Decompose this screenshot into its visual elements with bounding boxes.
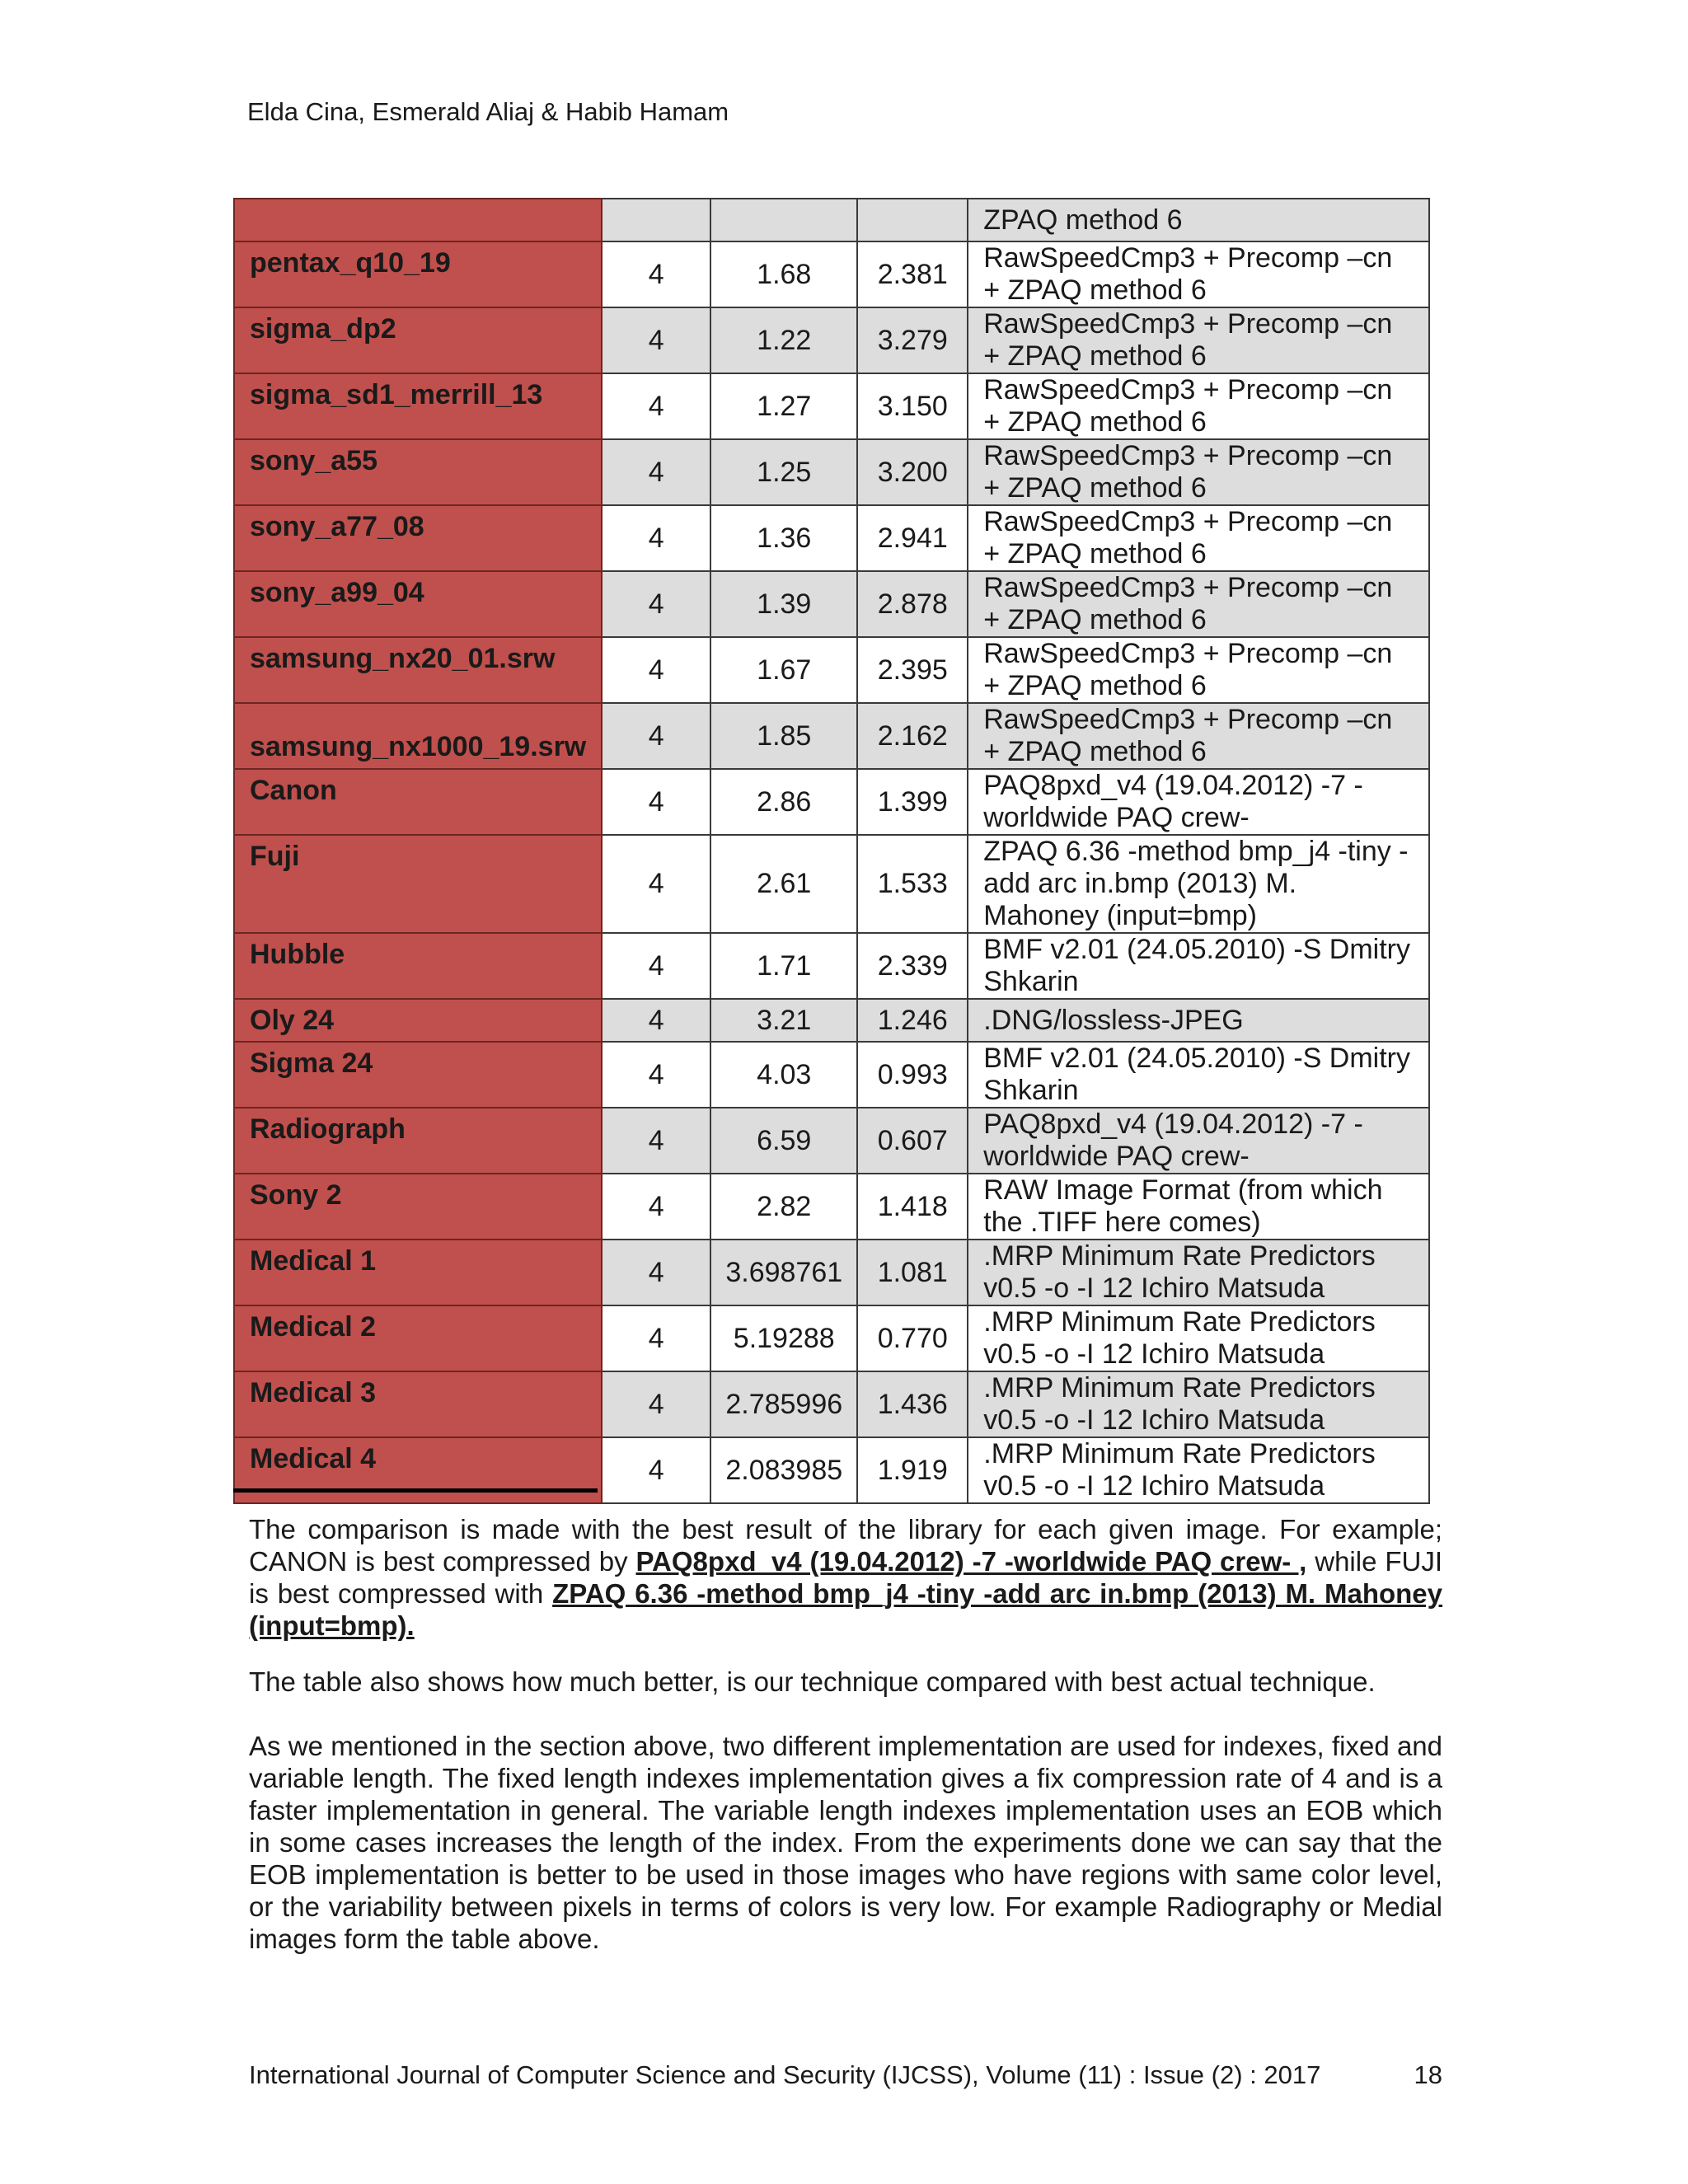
gain-cell: 3.279 — [857, 307, 968, 373]
method-cell: .MRP Minimum Rate Predictors v0.5 -o -I 12 Ichiro Matsuda — [968, 1305, 1429, 1371]
table-row — [234, 1305, 1429, 1371]
bpp-cell: 1.36 — [710, 505, 857, 571]
method-cell: RAW Image Format (from which the .TIFF here comes) — [968, 1174, 1429, 1240]
ratio-cell: 4 — [602, 373, 710, 439]
gain-cell: 2.339 — [857, 933, 968, 999]
paragraph-comparison — [249, 1513, 1442, 1642]
method-cell: RawSpeedCmp3 + Precomp –cn + ZPAQ method 6 — [968, 703, 1429, 769]
table-row — [234, 637, 1429, 703]
method-cell: .MRP Minimum Rate Predictors v0.5 -o -I 12 Ichiro Matsuda — [968, 1240, 1429, 1305]
table-row — [234, 241, 1429, 307]
bpp-cell: 1.71 — [710, 933, 857, 999]
table-row — [234, 373, 1429, 439]
paragraph-implementation: As we mentioned in the section above, two different implementation are used for indexes, fixed and variable length. The fixed length indexes implementation gives a fix compression rate of 4 and is a faster implementation in general. The variable length indexes implementation uses an EOB which in some cases increases the length of the index. From the experiments done we can say that the EOB implementation is better to be used in those images who have regions with same color level, or the variability between pixels in terms of colors is very low. For example Radiography or Medial images form the table above. — [249, 1731, 1442, 1954]
p1-canon-method: PAQ8pxd_v4 (19.04.2012) -7 -worldwide PAQ crew- , — [635, 1546, 1307, 1577]
bpp-cell: 3.698761 — [710, 1240, 857, 1305]
image-name-cell: Canon — [234, 769, 602, 835]
image-name-cell: sigma_sd1_merrill_13 — [234, 373, 602, 439]
table-bottom-rule — [233, 1488, 598, 1493]
gain-cell: 2.878 — [857, 571, 968, 637]
gain-cell: 1.399 — [857, 769, 968, 835]
ratio-cell: 4 — [602, 769, 710, 835]
page-number: 18 — [1414, 2060, 1442, 2089]
method-cell: PAQ8pxd_v4 (19.04.2012) -7 - worldwide PAQ crew- — [968, 769, 1429, 835]
results-table-body — [234, 199, 1429, 1503]
gain-cell: 2.381 — [857, 241, 968, 307]
bpp-cell: 1.39 — [710, 571, 857, 637]
p1-text-c: while FUJI is best compressed with — [249, 1546, 1442, 1609]
method-cell: RawSpeedCmp3 + Precomp –cn + ZPAQ method 6 — [968, 307, 1429, 373]
ratio-cell: 4 — [602, 1042, 710, 1108]
gain-cell: 0.607 — [857, 1108, 968, 1174]
bpp-cell: 5.19288 — [710, 1305, 857, 1371]
image-name-cell: samsung_nx1000_19.srw — [234, 703, 602, 769]
image-name-cell: Fuji — [234, 835, 602, 933]
image-name-cell: pentax_q10_19 — [234, 241, 602, 307]
page-footer — [249, 2060, 1442, 2090]
ratio-cell: 4 — [602, 1437, 710, 1503]
bpp-cell: 4.03 — [710, 1042, 857, 1108]
ratio-cell: 4 — [602, 307, 710, 373]
table-row — [234, 999, 1429, 1042]
gain-cell: 2.162 — [857, 703, 968, 769]
ratio-cell: 4 — [602, 1305, 710, 1371]
table-row — [234, 1437, 1429, 1503]
bpp-cell: 1.85 — [710, 703, 857, 769]
table-row — [234, 199, 1429, 241]
footer-journal: International Journal of Computer Science and Security (IJCSS), Volume (11) : Issue (2) : 2017 — [249, 2060, 1321, 2089]
method-cell: ZPAQ 6.36 -method bmp_j4 -tiny - add arc in.bmp (2013) M. Mahoney (input=bmp) — [968, 835, 1429, 933]
gain-cell: 3.200 — [857, 439, 968, 505]
running-header: Elda Cina, Esmerald Aliaj & Habib Hamam — [247, 97, 729, 126]
ratio-cell: 4 — [602, 1108, 710, 1174]
image-name-cell: sony_a77_08 — [234, 505, 602, 571]
ratio-cell: 4 — [602, 1240, 710, 1305]
table-row — [234, 769, 1429, 835]
gain-cell: 1.081 — [857, 1240, 968, 1305]
ratio-cell: 4 — [602, 933, 710, 999]
gain-cell: 1.418 — [857, 1174, 968, 1240]
bpp-cell: 2.083985 — [710, 1437, 857, 1503]
image-name-cell: Hubble — [234, 933, 602, 999]
gain-cell: 1.246 — [857, 999, 968, 1042]
bpp-cell: 3.21 — [710, 999, 857, 1042]
gain-cell: 2.395 — [857, 637, 968, 703]
method-cell: .MRP Minimum Rate Predictors v0.5 -o -I 12 Ichiro Matsuda — [968, 1437, 1429, 1503]
bpp-cell: 2.86 — [710, 769, 857, 835]
ratio-cell: 4 — [602, 241, 710, 307]
table-row — [234, 703, 1429, 769]
image-name-cell: Radiograph — [234, 1108, 602, 1174]
table-row — [234, 571, 1429, 637]
ratio-cell: 4 — [602, 571, 710, 637]
bpp-cell: 2.82 — [710, 1174, 857, 1240]
ratio-cell — [602, 199, 710, 241]
method-cell: BMF v2.01 (24.05.2010) -S Dmitry Shkarin — [968, 1042, 1429, 1108]
p1-fuji-method: ZPAQ 6.36 -method bmp_j4 -tiny -add arc in.bmp (2013) M. Mahoney (input=bmp). — [249, 1578, 1442, 1641]
image-name-cell: Medical 3 — [234, 1371, 602, 1437]
ratio-cell: 4 — [602, 439, 710, 505]
bpp-cell: 2.785996 — [710, 1371, 857, 1437]
bpp-cell: 1.68 — [710, 241, 857, 307]
table-row — [234, 439, 1429, 505]
method-cell: RawSpeedCmp3 + Precomp –cn + ZPAQ method 6 — [968, 373, 1429, 439]
bpp-cell: 2.61 — [710, 835, 857, 933]
method-cell: RawSpeedCmp3 + Precomp –cn + ZPAQ method 6 — [968, 439, 1429, 505]
gain-cell: 1.533 — [857, 835, 968, 933]
method-cell: PAQ8pxd_v4 (19.04.2012) -7 - worldwide PAQ crew- — [968, 1108, 1429, 1174]
table-row — [234, 835, 1429, 933]
gain-cell: 2.941 — [857, 505, 968, 571]
table-row — [234, 1174, 1429, 1240]
ratio-cell: 4 — [602, 1371, 710, 1437]
gain-cell: 3.150 — [857, 373, 968, 439]
image-name-cell: Medical 4 — [234, 1437, 602, 1503]
table-row — [234, 1108, 1429, 1174]
gain-cell: 1.436 — [857, 1371, 968, 1437]
results-table — [233, 198, 1430, 1504]
table-row — [234, 933, 1429, 999]
gain-cell — [857, 199, 968, 241]
table-row — [234, 505, 1429, 571]
ratio-cell: 4 — [602, 637, 710, 703]
method-cell: RawSpeedCmp3 + Precomp –cn + ZPAQ method 6 — [968, 571, 1429, 637]
image-name-cell: samsung_nx20_01.srw — [234, 637, 602, 703]
image-name-cell — [234, 199, 602, 241]
method-cell: BMF v2.01 (24.05.2010) -S Dmitry Shkarin — [968, 933, 1429, 999]
method-cell: RawSpeedCmp3 + Precomp –cn + ZPAQ method 6 — [968, 241, 1429, 307]
ratio-cell: 4 — [602, 703, 710, 769]
p1-text-a: The comparison is made with the best result of the library for each given image. For example; CANON is best compressed by — [249, 1514, 1442, 1577]
bpp-cell — [710, 199, 857, 241]
paragraph-technique: The table also shows how much better, is our technique compared with best actual technique. — [249, 1666, 1376, 1697]
bpp-cell: 1.67 — [710, 637, 857, 703]
bpp-cell: 1.22 — [710, 307, 857, 373]
gain-cell: 0.993 — [857, 1042, 968, 1108]
image-name-cell: Oly 24 — [234, 999, 602, 1042]
method-cell: .DNG/lossless-JPEG — [968, 999, 1429, 1042]
gain-cell: 1.919 — [857, 1437, 968, 1503]
table-row — [234, 1240, 1429, 1305]
image-name-cell: Medical 2 — [234, 1305, 602, 1371]
ratio-cell: 4 — [602, 505, 710, 571]
bpp-cell: 1.27 — [710, 373, 857, 439]
table-row — [234, 1042, 1429, 1108]
method-cell: ZPAQ method 6 — [968, 199, 1429, 241]
method-cell: .MRP Minimum Rate Predictors v0.5 -o -I 12 Ichiro Matsuda — [968, 1371, 1429, 1437]
method-cell: RawSpeedCmp3 + Precomp –cn + ZPAQ method 6 — [968, 637, 1429, 703]
ratio-cell: 4 — [602, 999, 710, 1042]
image-name-cell: sigma_dp2 — [234, 307, 602, 373]
bpp-cell: 6.59 — [710, 1108, 857, 1174]
table-row — [234, 1371, 1429, 1437]
image-name-cell: Sony 2 — [234, 1174, 602, 1240]
table-row — [234, 307, 1429, 373]
gain-cell: 0.770 — [857, 1305, 968, 1371]
ratio-cell: 4 — [602, 1174, 710, 1240]
ratio-cell: 4 — [602, 835, 710, 933]
image-name-cell: Medical 1 — [234, 1240, 602, 1305]
image-name-cell: sony_a55 — [234, 439, 602, 505]
image-name-cell: Sigma 24 — [234, 1042, 602, 1108]
bpp-cell: 1.25 — [710, 439, 857, 505]
method-cell: RawSpeedCmp3 + Precomp –cn + ZPAQ method 6 — [968, 505, 1429, 571]
image-name-cell: sony_a99_04 — [234, 571, 602, 637]
